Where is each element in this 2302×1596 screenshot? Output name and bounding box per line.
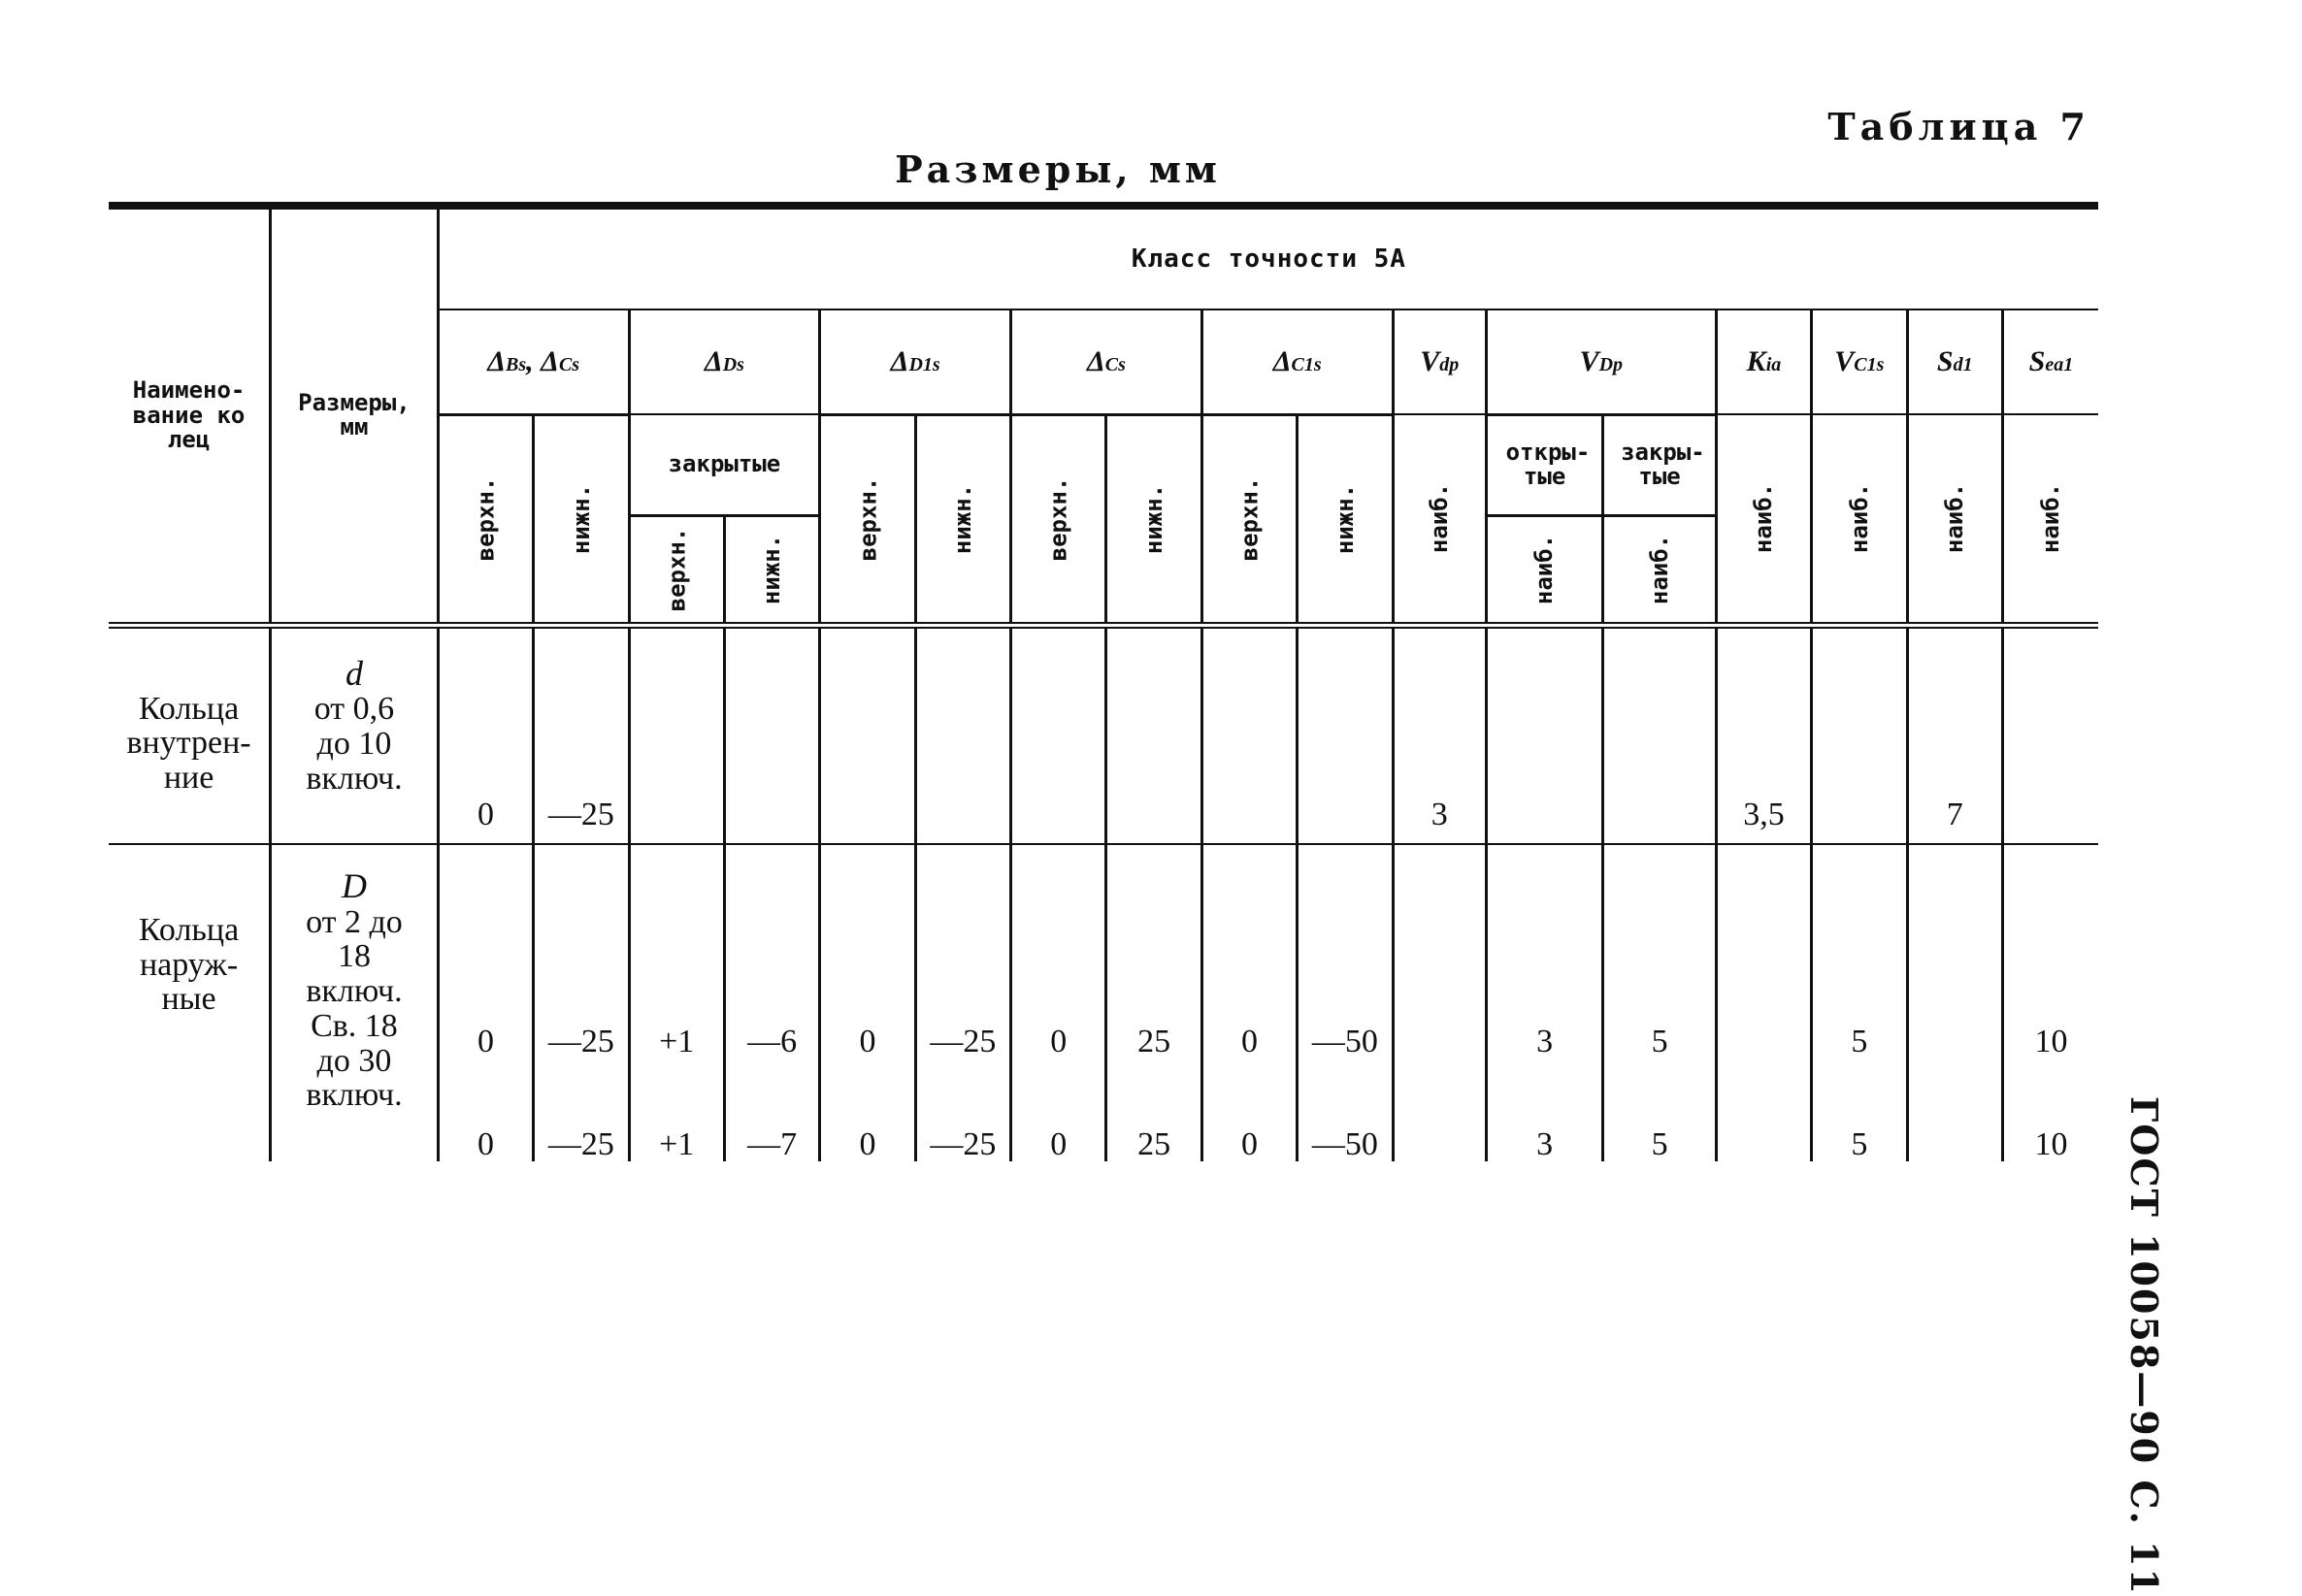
cell: 3 xyxy=(1393,625,1486,844)
header-delta-d1s: ΔD1s xyxy=(820,309,1011,414)
cell xyxy=(820,625,915,844)
cell xyxy=(1603,625,1716,844)
header-max-vc1s: наиб. xyxy=(1812,414,1907,625)
header-delta-ds: ΔDs xyxy=(629,309,820,414)
header-vdp: Vdp xyxy=(1393,309,1486,414)
header-closed-2: закры-тые xyxy=(1603,414,1716,515)
cell: 0 0 xyxy=(1011,844,1106,1161)
cell xyxy=(2002,625,2098,844)
cell: 7 xyxy=(1907,625,2002,844)
cell: 0 0 xyxy=(1201,844,1297,1161)
header-sea1: Sea1 xyxy=(2002,309,2098,414)
cell xyxy=(629,625,724,844)
header-vdp-outer: VDp xyxy=(1486,309,1716,414)
header-open: откры-тые xyxy=(1486,414,1602,515)
header-lower-2: нижн. xyxy=(724,515,819,625)
cell xyxy=(915,625,1010,844)
table-number: Таблица 7 xyxy=(1827,105,2090,148)
header-max-sea1: наиб. xyxy=(2002,414,2098,625)
header-upper-5: верхн. xyxy=(1201,414,1297,625)
header-upper-1: верхн. xyxy=(438,414,533,625)
cell: 3,5 xyxy=(1716,625,1811,844)
cell: 0 0 xyxy=(820,844,915,1161)
header-max-vdp: наиб. xyxy=(1393,414,1486,625)
cell xyxy=(1106,625,1201,844)
ring-name-inner: Кольца внутрен-ние xyxy=(126,690,251,796)
table-row xyxy=(109,625,2098,844)
header-lower-3: нижн. xyxy=(915,414,1010,625)
cell xyxy=(1812,625,1907,844)
cell xyxy=(1716,844,1811,1161)
cell: —50 —50 xyxy=(1298,844,1393,1161)
cell xyxy=(1486,625,1602,844)
header-max-open: наиб. xyxy=(1486,515,1602,625)
header-delta-cs: ΔCs xyxy=(1011,309,1202,414)
cell xyxy=(1201,625,1297,844)
header-upper-4: верхн. xyxy=(1011,414,1106,625)
header-lower-1: нижн. xyxy=(534,414,629,625)
header-lower-4: нижн. xyxy=(1106,414,1201,625)
cell: —25 xyxy=(534,625,629,844)
header-delta-c1s: ΔC1s xyxy=(1201,309,1393,414)
header-upper-3: верхн. xyxy=(820,414,915,625)
ring-name-outer: Кольца наруж-ные xyxy=(138,912,240,1018)
cell: +1 +1 xyxy=(629,844,724,1161)
table-caption: Размеры, мм xyxy=(895,147,1221,191)
header-kia: Kia xyxy=(1716,309,1811,414)
header-row-class xyxy=(109,206,2098,309)
header-delta-bs-cs: ΔBs, ΔCs xyxy=(438,309,629,414)
header-upper-2: верхн. xyxy=(629,515,724,625)
page-side-note: ГОСТ 10058—90 С. 11 xyxy=(2122,1096,2166,1596)
cell xyxy=(1393,844,1486,1161)
header-size: Размеры, мм xyxy=(271,206,439,625)
cell: 5 5 xyxy=(1812,844,1907,1161)
cell xyxy=(1298,625,1393,844)
header-sd1: Sd1 xyxy=(1907,309,2002,414)
cell xyxy=(1011,625,1106,844)
header-vc1s: VC1s xyxy=(1812,309,1907,414)
size-range-inner: d от 0,6 до 10 включ. xyxy=(271,625,439,844)
cell: 0 0 xyxy=(438,844,533,1161)
tolerance-table xyxy=(109,202,2098,1161)
cell: —6 —7 xyxy=(724,844,819,1161)
table-row xyxy=(109,844,2098,1161)
size-range-outer: D от 2 до 18 включ. Св. 18 до 30 включ. xyxy=(271,844,439,1161)
cell: 25 25 xyxy=(1106,844,1201,1161)
header-max-closed: наиб. xyxy=(1603,515,1716,625)
cell: —25 —25 xyxy=(915,844,1010,1161)
header-max-sd1: наиб. xyxy=(1907,414,2002,625)
header-lower-5: нижн. xyxy=(1298,414,1393,625)
header-max-kia: наиб. xyxy=(1716,414,1811,625)
cell: 5 5 xyxy=(1603,844,1716,1161)
cell xyxy=(1907,844,2002,1161)
cell: 0 xyxy=(438,625,533,844)
header-closed: закрытые xyxy=(629,414,820,515)
header-ring-name: Наимено-вание колец xyxy=(109,206,271,625)
cell: 10 10 xyxy=(2002,844,2098,1161)
cell: 3 3 xyxy=(1486,844,1602,1161)
cell: —25 —25 xyxy=(534,844,629,1161)
cell xyxy=(724,625,819,844)
header-accuracy-class: Класс точности 5А xyxy=(438,206,2098,309)
